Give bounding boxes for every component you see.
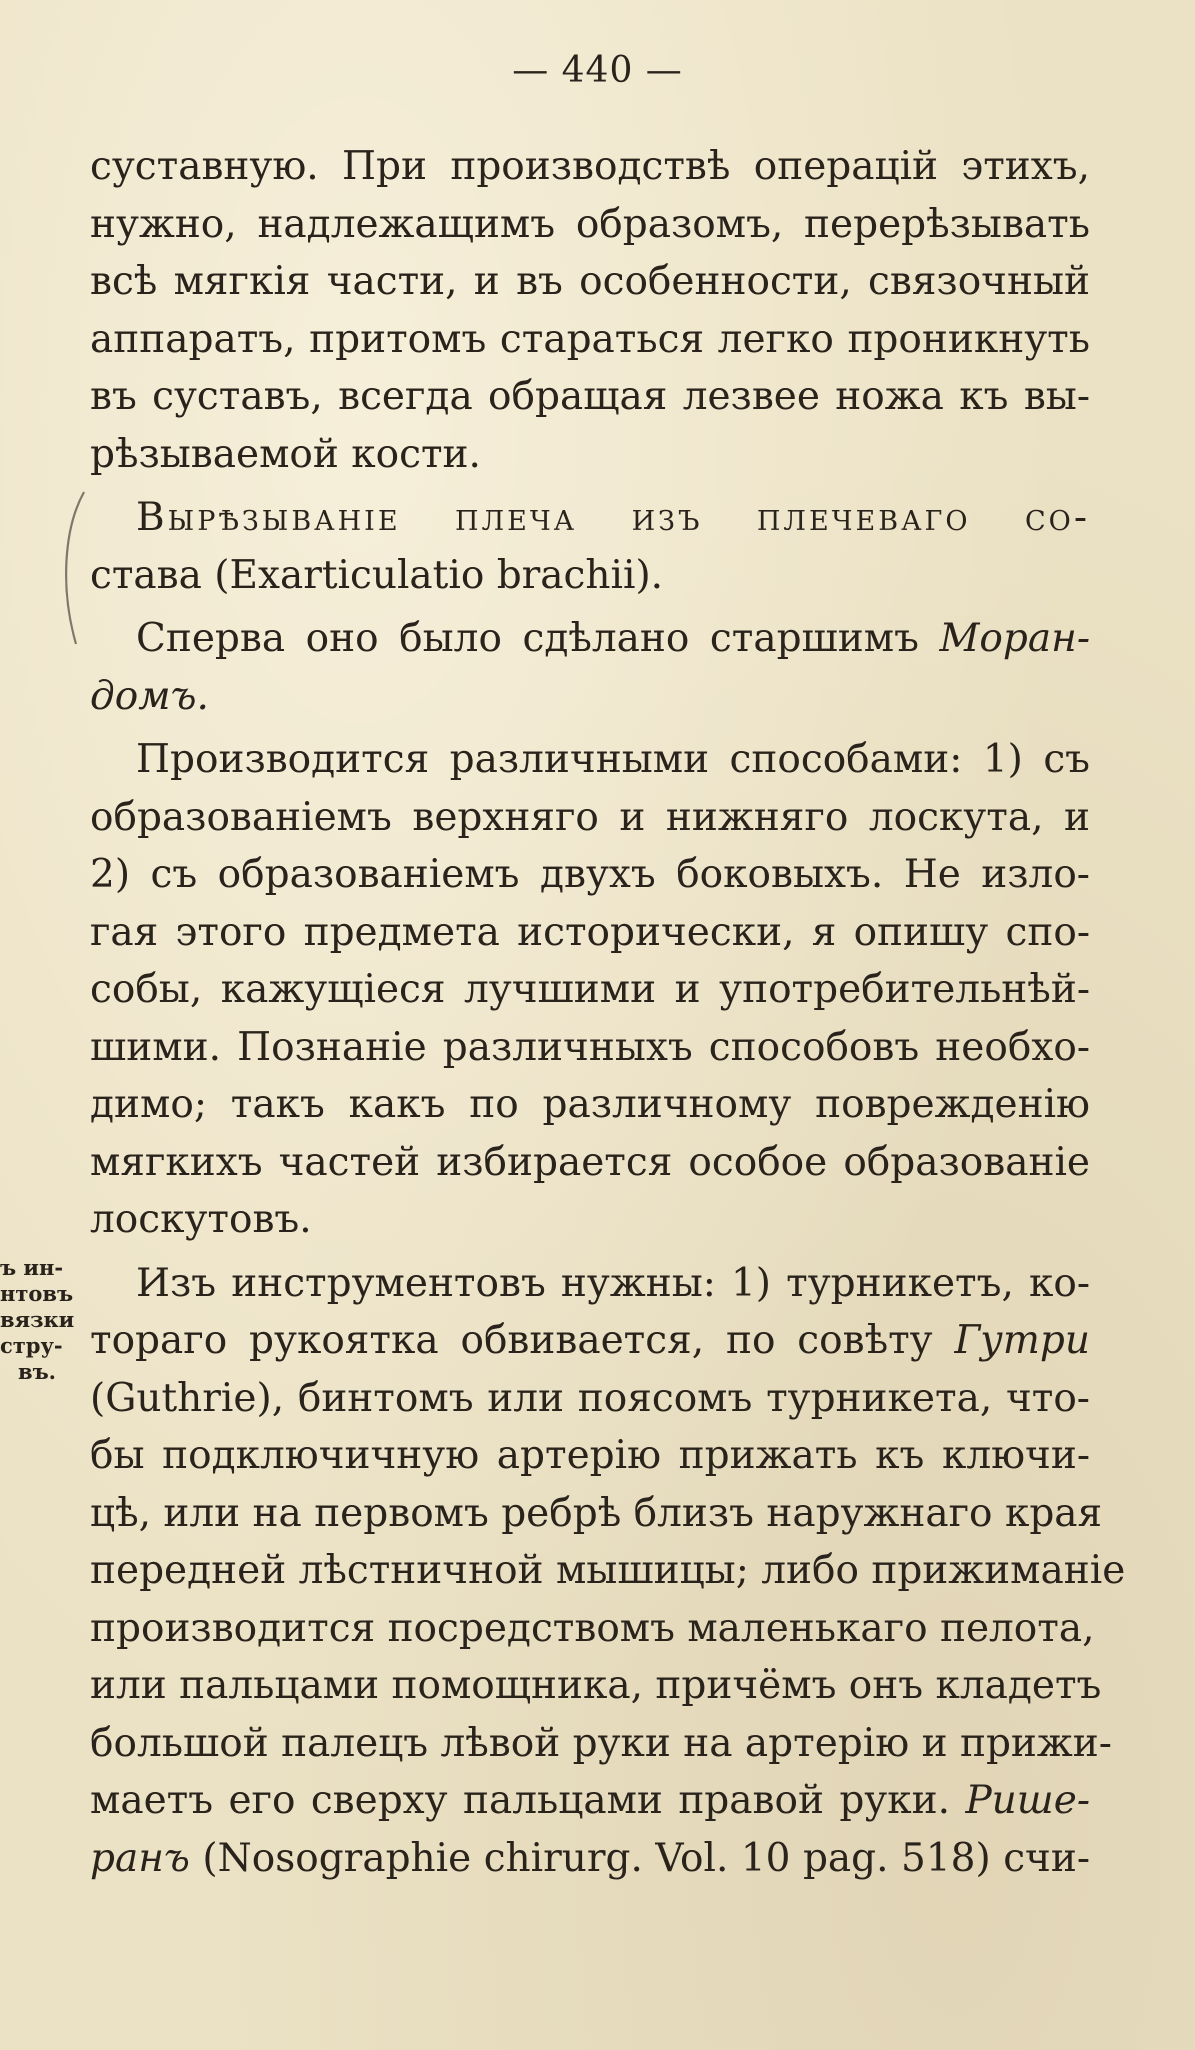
text-line: передней лѣстничной мышицы; либо прижиманіе [90, 1548, 1126, 1593]
text-line [90, 610, 1090, 668]
text-line: аппаратъ, притомъ стараться легко проникнуть [90, 316, 1090, 362]
main-text [90, 138, 1126, 1887]
text-line: цѣ, или на первомъ ребрѣ близъ наружнаго края [90, 1490, 1103, 1536]
margin-note-line: въ. [17, 1359, 56, 1384]
text-line: нужно, надлежащимъ образомъ, перерѣзывать [90, 201, 1090, 247]
text-line: димо; такъ какъ по различному поврежденію [90, 1082, 1090, 1127]
text-line: всѣ мягкія части, и въ особенности, связочный [90, 259, 1090, 304]
text-segment: маетъ его сверху пальцами правой руки. [90, 1778, 951, 1823]
text-segment: тораго рукоятка обвивается, по совѣту [90, 1318, 933, 1363]
text-line [90, 1830, 1090, 1888]
margin-note [0, 1255, 75, 1385]
text-line: большой палецъ лѣвой руки на артерію и прижи- [90, 1720, 1112, 1766]
text-line: суставную. При производствѣ операцій этихъ, [90, 144, 1090, 189]
paragraph-3 [90, 731, 1090, 1249]
text-line: рѣзываемой кости. [90, 431, 481, 477]
text-line: собы, кажущіеся лучшими и употребительнѣй- [90, 967, 1090, 1012]
text-line: Производится различными способами: 1) съ [136, 737, 1090, 782]
text-line: въ суставъ, всегда обращая лезвее ножа къ вы- [90, 374, 1090, 419]
text-line: производится посредствомъ маленькаго пелота, [90, 1605, 1095, 1651]
text-line: Изъ инструментовъ нужны: 1) турникетъ, ко- [136, 1260, 1090, 1306]
person-name: домъ. [90, 673, 209, 719]
text-line: мягкихъ частей избирается особое образованіе [90, 1139, 1090, 1185]
text-line: (Guthrie), бинтомъ или поясомъ турникета, что- [90, 1375, 1090, 1421]
margin-note-line: стру- [0, 1333, 63, 1358]
margin-note-line: ъ ин- [0, 1255, 64, 1280]
text-line: лоскутовъ. [90, 1197, 312, 1242]
paragraph-2 [90, 610, 1090, 725]
section-heading [90, 489, 1090, 604]
text-segment: (Nosographie chirurg. Vol. 10 pag. 518) счи- [202, 1835, 1090, 1881]
margin-note-line: нтовъ [0, 1281, 74, 1306]
text-line: 2) съ образованіемъ двухъ боковыхъ. Не изло- [90, 852, 1090, 897]
text-segment: Сперва оно было сдѣлано старшимъ [136, 616, 919, 661]
heading-line: Вырѣзываніе плеча изъ плечеваго со- [136, 495, 1090, 540]
text-line: образованіемъ верхняго и нижняго лоскута, и [90, 794, 1090, 840]
text-line: шими. Познаніе различныхъ способовъ необхо- [90, 1024, 1090, 1070]
page-number: — 440 — [512, 50, 683, 91]
person-name: Рише- [965, 1778, 1090, 1823]
text-line [90, 1772, 1090, 1830]
text-line [90, 1312, 1090, 1370]
person-name: Моран- [939, 616, 1090, 661]
heading-line: става (Exarticulatio brachii). [90, 552, 664, 598]
pencil-margin-mark [50, 488, 90, 648]
paragraph-1 [90, 138, 1090, 483]
person-name: ранъ [90, 1835, 190, 1881]
text-line: гая этого предмета исторически, я опишу спо- [90, 909, 1090, 955]
person-name: Гутри [954, 1318, 1090, 1363]
margin-note-line: вязки [0, 1307, 75, 1332]
paragraph-4 [90, 1255, 1126, 1888]
text-line: бы подключичную артерію прижать къ ключи- [90, 1433, 1090, 1478]
text-line [90, 668, 1090, 726]
text-line: или пальцами помощника, причёмъ онъ кладетъ [90, 1663, 1102, 1708]
